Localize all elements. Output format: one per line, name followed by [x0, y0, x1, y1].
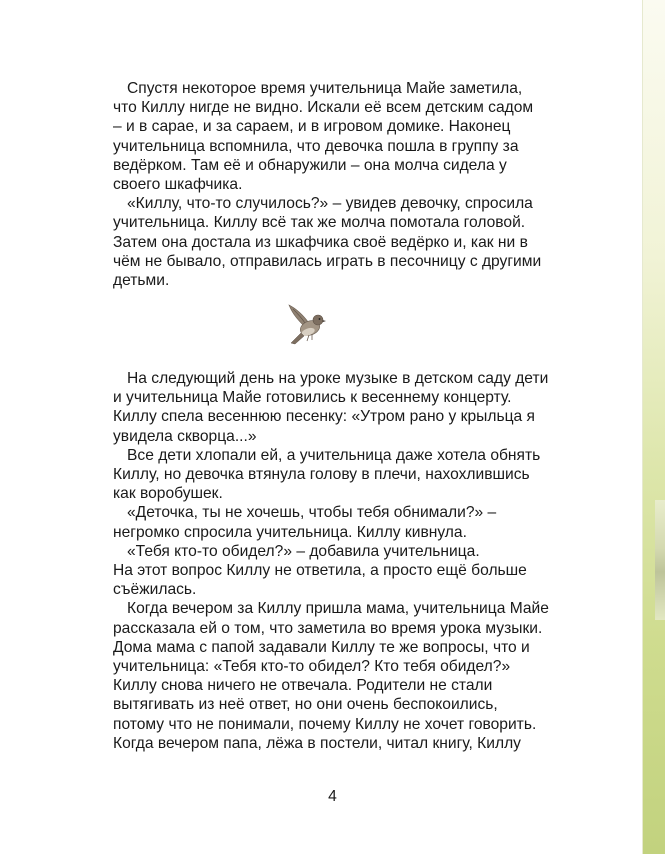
text-line: Когда вечером папа, лёжа в постели, читал книгу, Киллу [113, 734, 521, 752]
text-line: что Киллу нигде не видно. Искали её всем детским садом [113, 99, 534, 117]
text-line: учительница вспомнила, что девочка пошла в группу за [113, 137, 519, 155]
text-line: рассказала ей о том, что заметила во время урока музыки. [113, 619, 543, 637]
text-line: и учительница Майе готовились к весеннему концерту. [113, 389, 512, 407]
text-line: На следующий день на уроке музыке в детском саду дети [127, 370, 549, 387]
text-line: Затем она достала из шкафчика своё ведёрко и, как ни в [113, 233, 528, 251]
text-line: съёжилась. [113, 581, 197, 599]
text-line: Когда вечером за Киллу пришла мама, учительница Майе [127, 600, 549, 618]
page-number: 4 [328, 788, 337, 805]
text-line: учительница. Киллу всё так же молча помотала головой. [113, 214, 526, 232]
story-section-1 [113, 79, 558, 290]
text-line: чём не бывало, отправилась играть в песочницу с другими [113, 252, 542, 270]
illustration-edge-strip [642, 0, 665, 854]
text-line: своего шкафчика. [113, 176, 243, 194]
story-section-2 [113, 369, 558, 753]
text-line: увидела скворца...» [113, 427, 257, 445]
text-line: Дома мама с папой задавали Киллу те же вопросы, что и [113, 638, 530, 656]
text-line: «Деточка, ты не хочешь, чтобы тебя обнимали?» – [127, 504, 497, 522]
text-line: учительница: «Тебя кто-то обидел? Кто тебя обидел?» [113, 658, 511, 676]
sparrow-icon [285, 303, 327, 347]
text-line: ведёрком. Там её и обнаружили – она молча сидела у [113, 156, 507, 174]
text-line: негромко спросила учительница. Киллу кивнула. [113, 523, 467, 541]
text-line: вытягивать из неё ответ, но они очень беспокоились, [113, 696, 498, 714]
text-line: – и в сарае, и за сараем, и в игровом домике. Наконец [113, 118, 511, 136]
text-line: Киллу, но девочка втянула голову в плечи, нахохлившись [113, 466, 530, 484]
text-line: потому что не понимали, почему Киллу не хочет говорить. [113, 715, 537, 733]
text-line: На этот вопрос Киллу не ответила, а просто ещё больше [113, 562, 527, 580]
text-line: Спустя некоторое время учительница Майе заметила, [127, 80, 523, 97]
illustration-edge-detail [655, 500, 665, 620]
text-line: «Тебя кто-то обидел?» – добавила учительница. [127, 542, 480, 560]
text-line: «Киллу, что-то случилось?» – увидев девочку, спросила [127, 195, 533, 213]
text-line: как воробушек. [113, 485, 223, 503]
text-line: Киллу снова ничего не отвечала. Родители не стали [113, 677, 493, 695]
text-line: Все дети хлопали ей, а учительница даже хотела обнять [127, 446, 541, 464]
text-line: детьми. [113, 272, 170, 290]
text-line: Киллу спела весеннюю песенку: «Утром рано у крыльца я [113, 408, 535, 426]
